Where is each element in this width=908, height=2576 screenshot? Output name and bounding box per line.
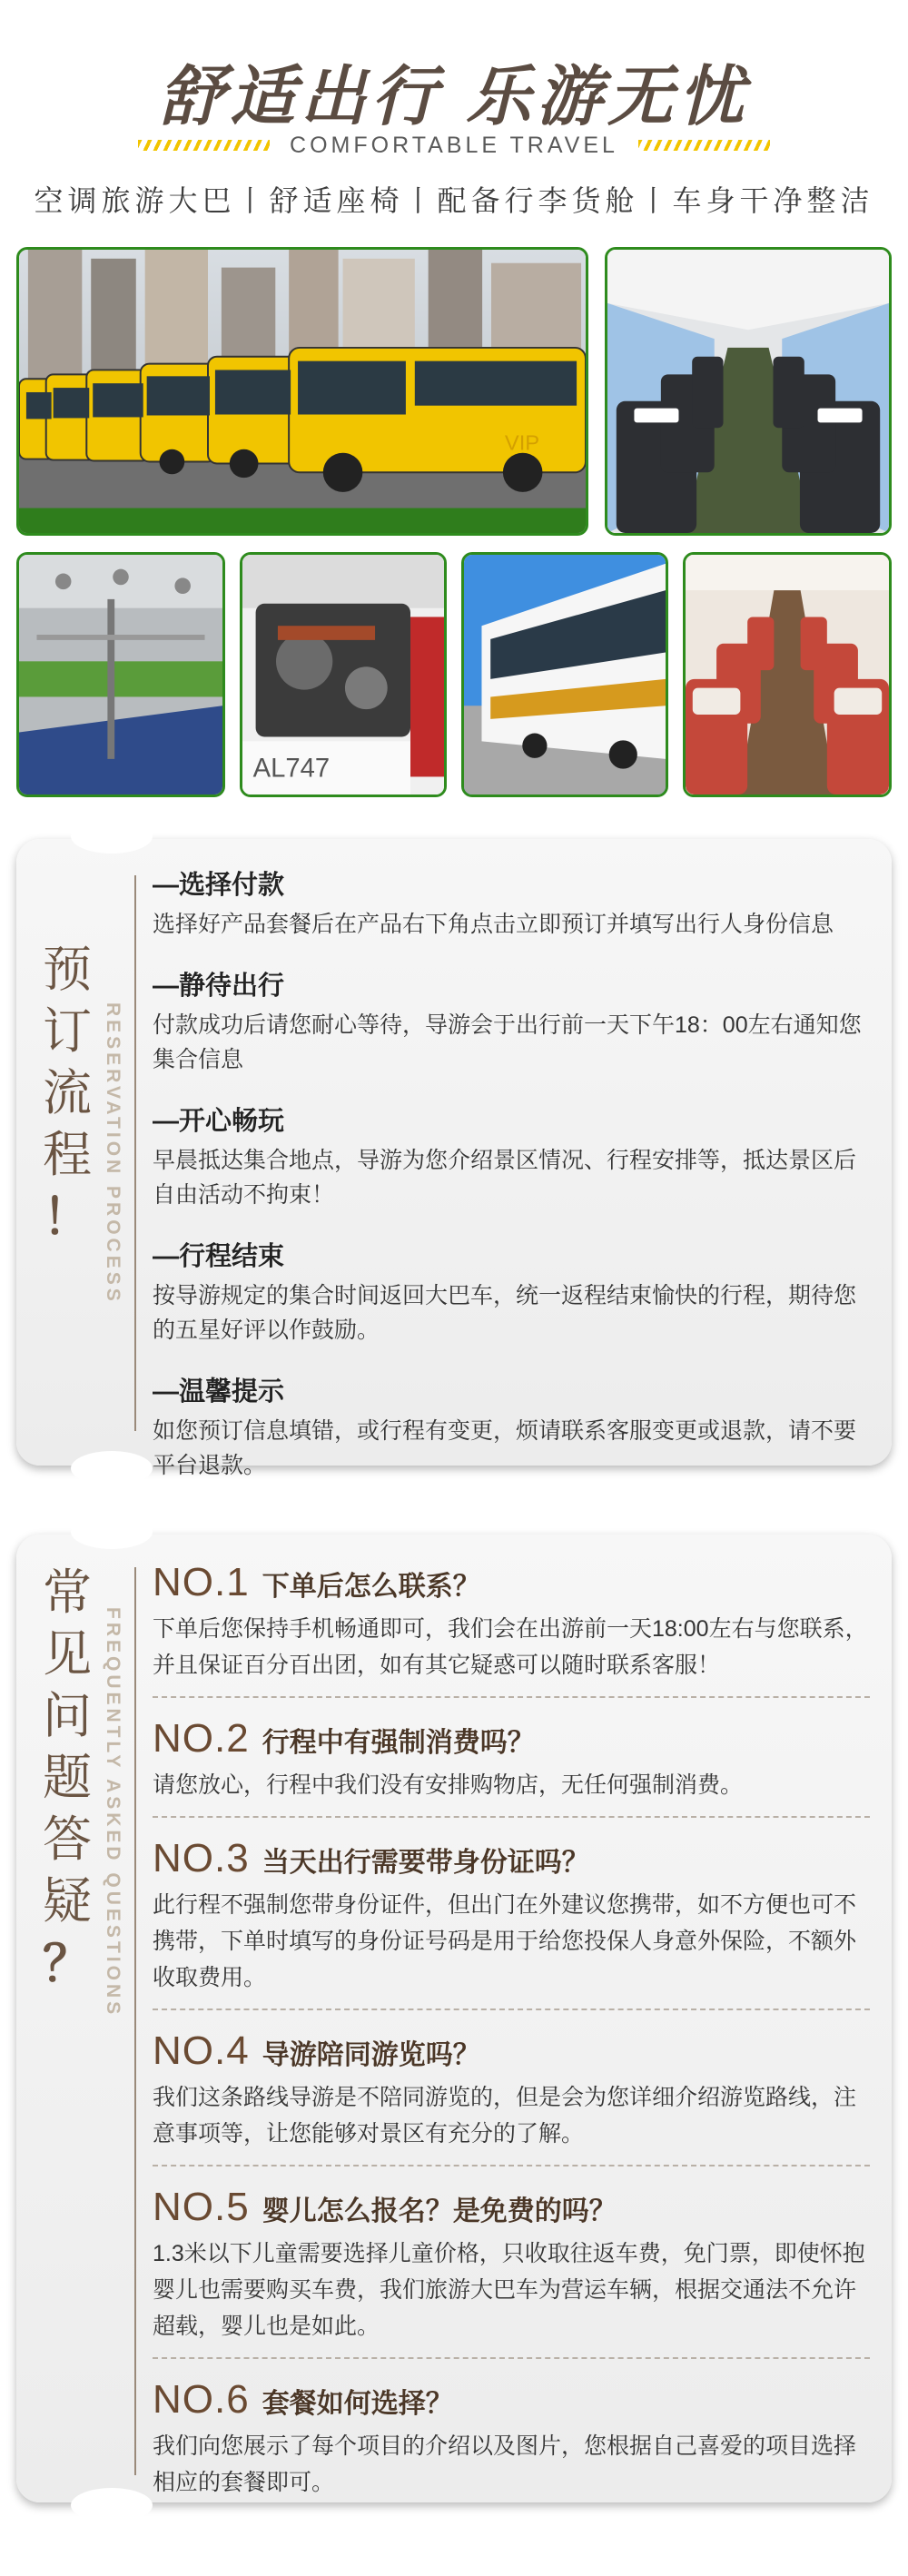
faq-item <box>153 1560 870 1698</box>
step-text: 选择好产品套餐后在产品右下角点击立即预订并填写出行人身份信息 <box>153 912 834 937</box>
faq-answer: 下单后您保持手机畅通即可，我们会在出游前一天18:00左右与您联系，并且保证百分百出团，如有其它疑惑可以随时联系客服！ <box>153 1616 868 1678</box>
faq-item <box>153 1716 870 1818</box>
faq-answer: 我们这条路线导游是不陪同游览的，但是会为您详细介绍游览路线，注意事项等，让您能够对景区有充分的了解。 <box>153 2085 857 2147</box>
step-title: —静待出行 <box>153 972 285 1001</box>
bus-vip-label: VIP <box>504 431 540 456</box>
card-notch-top <box>71 819 153 854</box>
booking-step-tips <box>153 1371 870 1483</box>
decorative-stripes-right <box>638 140 770 151</box>
faq-heading: 常 见 问 题 答 疑 ？ <box>43 1564 92 1992</box>
step-text: 如您预订信息填错，或行程有变更，烦请联系客服变更或退款，请不要平台退款。 <box>153 1418 857 1478</box>
booking-step-wait <box>153 965 870 1077</box>
faq-number: NO.2 <box>153 1716 250 1761</box>
bus-engine-photo <box>240 552 447 797</box>
faq-number: NO.3 <box>153 1836 250 1880</box>
bus-plate-text: AL747 <box>252 754 331 784</box>
faq-item <box>153 2377 870 2501</box>
card-notch-top <box>71 1515 153 1549</box>
subtitle-row <box>0 127 908 163</box>
faq-question: 套餐如何选择？ <box>262 2389 453 2419</box>
faq-separator <box>153 1696 870 1698</box>
faq-item <box>153 1836 870 2010</box>
faq-heading-en: FREQUENTLY ASKED QUESTIONS <box>103 1607 123 2018</box>
booking-step-enjoy <box>153 1100 870 1212</box>
faq-question: 行程中有强制消费吗？ <box>262 1728 535 1758</box>
faq-answer: 请您放心，行程中我们没有安排购物店，无任何强制消费。 <box>153 1772 744 1798</box>
page-title: 舒适出行 乐游无忧 <box>158 61 749 133</box>
step-title: —行程结束 <box>153 1242 285 1271</box>
page-subtitle: COMFORTABLE TRAVEL <box>290 132 618 158</box>
faq-question: 婴儿怎么报名？是免费的吗？ <box>262 2196 617 2226</box>
luggage-compartment-photo <box>16 552 225 797</box>
faq-separator <box>153 2165 870 2166</box>
bus-interior-photo <box>605 247 892 536</box>
booking-divider-line <box>134 875 136 1431</box>
feature-list: 空调旅游大巴丨舒适座椅丨配备行李货舱丨车身干净整洁 <box>34 184 874 217</box>
faq-question: 下单后怎么联系？ <box>262 1572 480 1602</box>
faq-list <box>153 1560 870 2501</box>
step-title: —开心畅玩 <box>153 1107 285 1136</box>
faq-number: NO.4 <box>153 2028 250 2073</box>
faq-divider-line <box>134 1567 136 2475</box>
faq-number: NO.1 <box>153 1560 250 1604</box>
faq-separator <box>153 2008 870 2010</box>
step-title: —选择付款 <box>153 871 285 900</box>
step-text: 按导游规定的集合时间返回大巴车，统一返程结束愉快的行程，期待您的五星好评以作鼓励。 <box>153 1283 857 1343</box>
booking-heading-en: RESERVATION PROCESS <box>103 1002 123 1305</box>
card-notch-bottom <box>71 1451 153 1485</box>
faq-separator <box>153 2357 870 2359</box>
faq-item <box>153 2185 870 2359</box>
booking-steps <box>153 864 870 1506</box>
bus-exterior-photo <box>461 552 668 797</box>
faq-answer: 我们向您展示了每个项目的介绍以及图片，您根据自己喜爱的项目选择相应的套餐即可。 <box>153 2433 857 2495</box>
faq-item <box>153 2028 870 2166</box>
booking-heading: 预 订 流 程 ！ <box>43 941 92 1246</box>
booking-step-select-pay <box>153 864 870 942</box>
booking-process-card <box>16 839 892 1478</box>
faq-separator <box>153 1816 870 1818</box>
decorative-stripes-left <box>138 140 270 151</box>
card-notch-bottom <box>71 2488 153 2522</box>
faq-answer: 此行程不强制您带身份证件，但出门在外建议您携带，如不方便也可不携带，下单时填写的身份证号码是用于给您投保人身意外保险，不额外收取费用。 <box>153 1892 857 1990</box>
booking-step-end <box>153 1236 870 1347</box>
step-text: 付款成功后请您耐心等待，导游会于出行前一天下午18：00左右通知您集合信息 <box>153 1012 862 1072</box>
bus-fleet-photo <box>16 247 588 536</box>
step-title: —温馨提示 <box>153 1377 285 1406</box>
step-text: 早晨抵达集合地点，导游为您介绍景区情况、行程安排等，抵达景区后自由活动不拘束！ <box>153 1148 857 1208</box>
faq-answer: 1.3米以下儿童需要选择儿童价格，只收取往返车费，免门票，即使怀抱婴儿也需要购买车费，我们旅游大巴车为营运车辆，根据交通法不允许超载，婴儿也是如此。 <box>153 2241 865 2339</box>
faq-number: NO.6 <box>153 2377 250 2422</box>
faq-number: NO.5 <box>153 2185 250 2229</box>
faq-question: 导游陪同游览吗？ <box>262 2040 480 2070</box>
faq-card <box>16 1535 892 2502</box>
bus-seats-photo <box>683 552 892 797</box>
faq-question: 当天出行需要带身份证吗？ <box>262 1848 589 1878</box>
